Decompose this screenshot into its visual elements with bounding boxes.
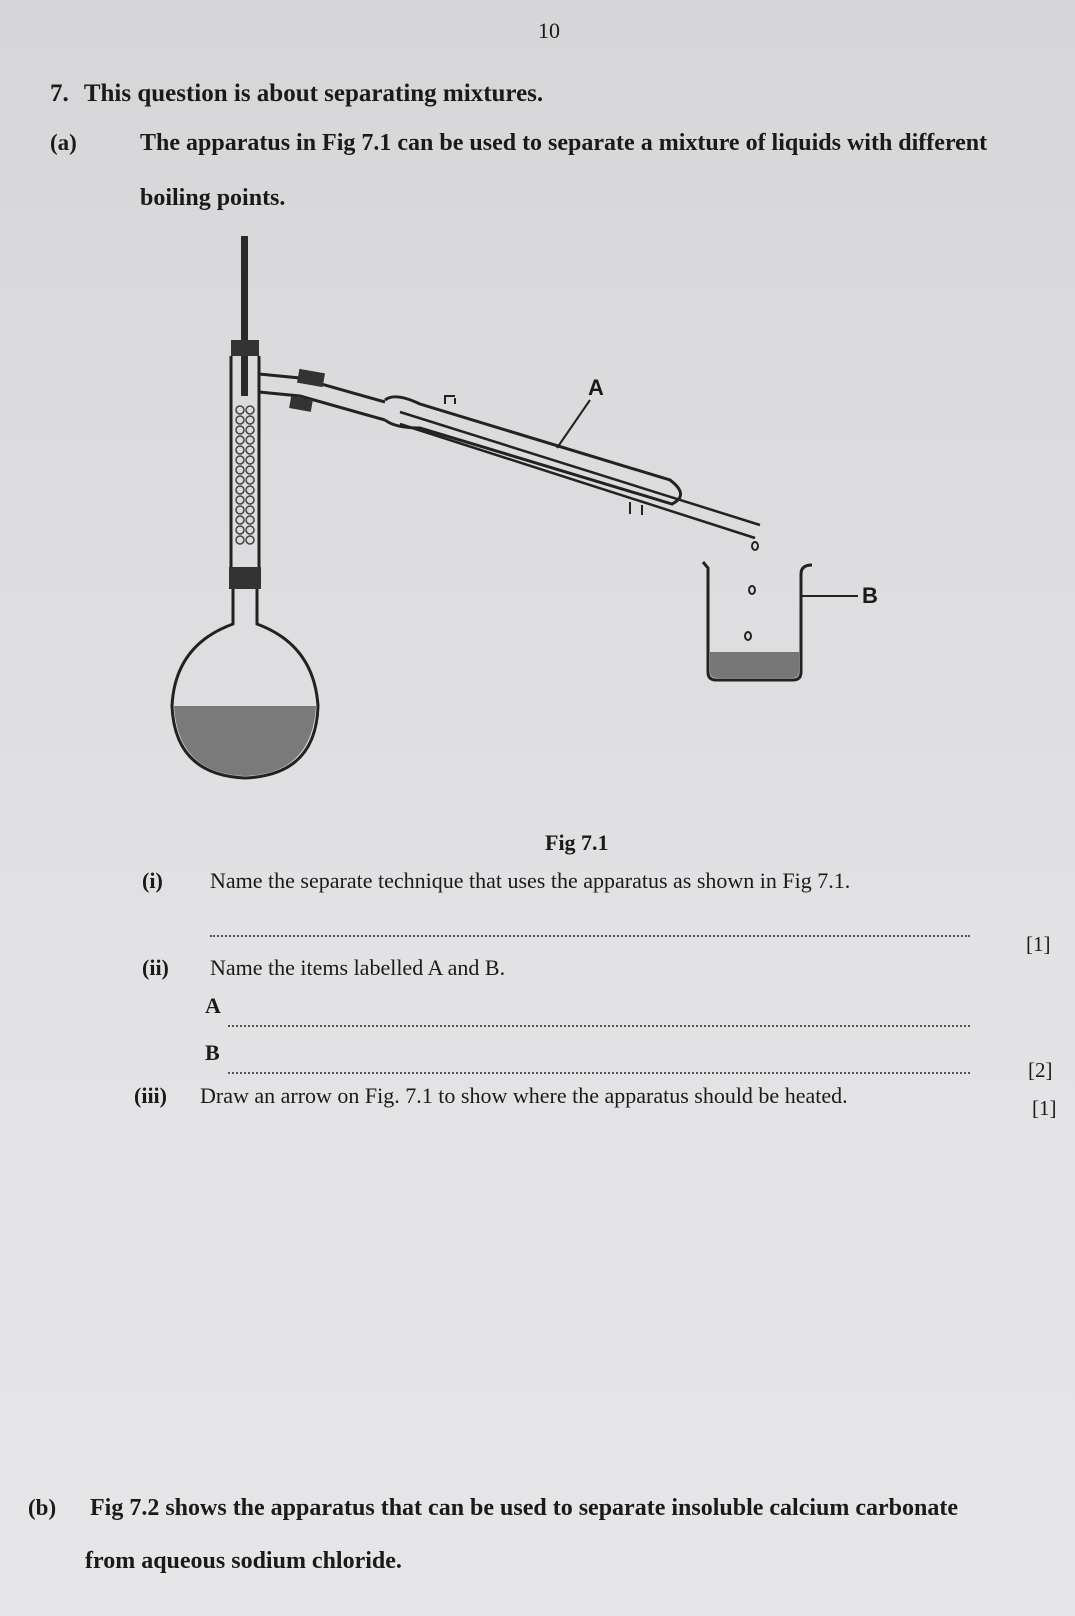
question-stem-text: This question is about separating mixtures. <box>83 80 544 107</box>
figure-label-a: A <box>588 375 604 400</box>
part-b-label: (b) <box>28 1495 57 1520</box>
answer-a-label: A <box>205 993 221 1018</box>
answer-b-label: B <box>205 1040 220 1065</box>
question-number: 7. <box>50 80 69 107</box>
part-a-text-line1: The apparatus in Fig 7.1 can be used to separate a mixture of liquids with different <box>140 130 988 156</box>
condenser <box>385 397 681 504</box>
sub-iii-label: (iii) <box>134 1083 167 1108</box>
part-a-label: (a) <box>50 130 77 155</box>
sub-i-label: (i) <box>142 868 163 893</box>
sub-ii-label: (ii) <box>142 955 169 980</box>
part-b-text-line2: from aqueous sodium chloride. <box>85 1548 402 1574</box>
sub-ii-text: Name the items labelled A and B. <box>210 955 506 980</box>
water-inlet <box>630 502 642 515</box>
sub-ii-marks: [2] <box>1028 1058 1053 1082</box>
distillate-liquid <box>710 652 799 678</box>
sub-iii-text: Draw an arrow on Fig. 7.1 to show where the apparatus should be heated. <box>200 1083 848 1108</box>
sub-i-text: Name the separate technique that uses the apparatus as shown in Fig 7.1. <box>210 868 851 893</box>
part-a-text-line2: boiling points. <box>140 185 286 211</box>
distillate-droplets <box>745 542 758 640</box>
sub-i-answer-line[interactable] <box>210 935 970 937</box>
page-number: 10 <box>538 18 560 43</box>
thermometer-stopper <box>231 340 259 356</box>
flask-stopper <box>229 567 261 589</box>
side-arm-stopper <box>297 369 325 387</box>
answer-a-line[interactable] <box>228 1025 970 1027</box>
sub-i-marks: [1] <box>1026 932 1051 956</box>
figure-caption: Fig 7.1 <box>545 830 609 855</box>
water-outlet <box>445 396 455 404</box>
label-a-pointer <box>557 400 590 448</box>
glass-beads <box>236 406 254 544</box>
answer-b-line[interactable] <box>228 1072 970 1074</box>
flask-mixture-liquid <box>174 706 316 776</box>
thermometer <box>241 236 248 396</box>
sub-iii-marks: [1] <box>1032 1096 1057 1120</box>
figure-label-b: B <box>862 583 878 608</box>
part-b-text-line1: Fig 7.2 shows the apparatus that can be used to separate insoluble calcium carbonate <box>90 1495 959 1521</box>
